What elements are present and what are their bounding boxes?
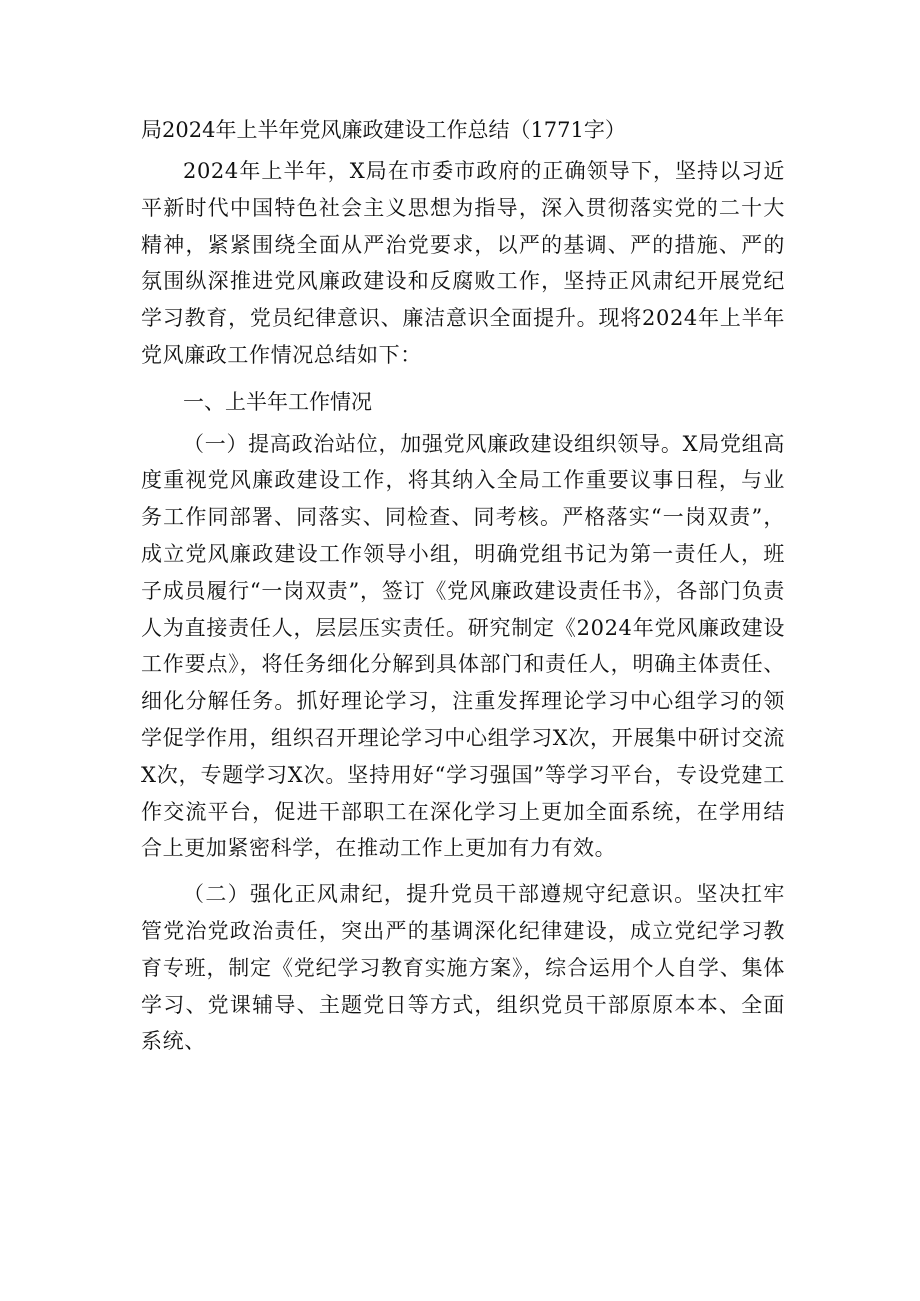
subsection-2-paragraph: （二）强化正风肃纪，提升党员干部遵规守纪意识。坚决扛牢管党治党政治责任，突出严的基调深化纪律建设，成立党纪学习教育专班，制定《党纪学习教育实施方案》，综合运用个人自学、集体学习、党课辅导、主题党日等方式，组织党员干部原原本本、全面系统、: [141, 882, 785, 1054]
subsection-1-paragraph: （一）提高政治站位，加强党风廉政建设组织领导。X局党组高度重视党风廉政建设工作，将其纳入全局工作重要议事日程，与业务工作同部署、同落实、同检查、同考核。严格落实“一岗双责”，成立党风廉政建设工作领导小组，明确党组书记为第一责任人，班子成员履行“一岗双责”，签订《党风廉政建设责任书》，各部门负责人为直接责任人，层层压实责任。研究制定《2024年党风廉政建设工作要点》，将任务细化分解到具体部门和责任人，明确主体责任、细化分解任务。抓好理论学习，注重发挥理论学习中心组学习的领学促学作用，组织召开理论学习中心组学习X次，开展集中研讨交流X次，专题学习X次。坚持用好“学习强国”等学习平台，专设党建工作交流平台，促进干部职工在深化学习上更加全面系统，在学用结合上更加紧密科学，在推动工作上更加有力有效。: [141, 431, 785, 861]
document-body: [141, 112, 785, 1060]
section-heading: 一、上半年工作情况: [183, 389, 372, 414]
intro-paragraph: 2024年上半年，X局在市委市政府的正确领导下，坚持以习近平新时代中国特色社会主义思想为指导，深入贯彻落实党的二十大精神，紧紧围绕全面从严治党要求，以严的基调、严的措施、严的氛围纵深推进党风廉政建设和反腐败工作，坚持正风肃纪开展党纪学习教育，党员纪律意识、廉洁意识全面提升。现将2024年上半年党风廉政工作情况总结如下：: [141, 159, 785, 367]
document-title: 局2024年上半年党风廉政建设工作总结（1771字）: [141, 118, 626, 142]
